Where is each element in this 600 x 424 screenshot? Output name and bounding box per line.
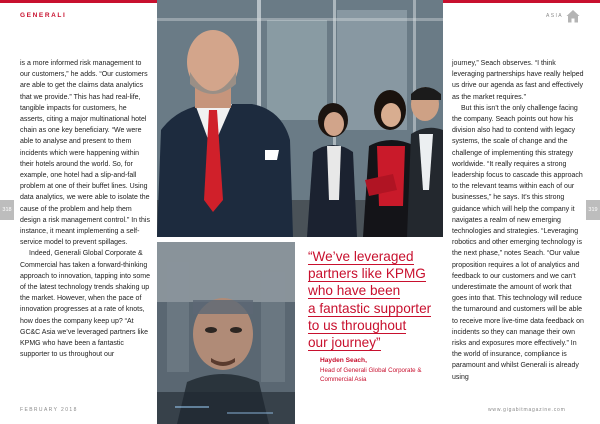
pull-quote-line: who have been <box>308 283 401 299</box>
body-paragraph: journey,” Seach observes. “I think leveraging partnerships have really helped us drive our agenda as fast and effectively as the market requires.” <box>452 60 584 101</box>
page-number-left: 318 <box>0 200 14 220</box>
pull-quote-line: “We’ve leveraged <box>308 249 414 264</box>
body-paragraph: Indeed, Generali Global Corporate & Commercial has taken a forward-thinking approach to innovation, tapping into some of the latest technology trends shaking up the market. However, when the pace of innovation progresses at a rate of knots, how does the company keep up? “At GC&C Asia we’ve leveraged partners like KPMG who have been a fantastic supporter to us throughout our <box>20 250 150 359</box>
body-paragraph: But this isn’t the only challenge facing the company. Seach points out how his division also had to contend with legacy systems, the scale of change and the challenge of implementing this strategy worldwide. “It really requires a strong leadership focus to cascade this approach to the relevant teams within each of our businesses,” he says. It’s this strong guidance which will help the company it navigates a realm of new emerging technologies and strategies. “Leveraging robotics and other emerging technology is the next phase,” notes Seach. “Our value proposition requires a lot of analytics and feedback to our customers and we can’t underestimate the amount of work that goes into that. This technology will reduce the turnaround and customers will be able to receive more live-time data feedback on incidents so they can manage their own risks and exposures more effectively.” In the world of insurance, compliance is paramount and whilst Generali is already using <box>452 104 584 381</box>
right-text-column <box>452 58 584 383</box>
left-text-column <box>20 58 152 360</box>
pull-quote-line: our journey” <box>308 335 381 351</box>
digital-face-illustration <box>157 242 295 424</box>
section-label: ASIA <box>546 13 563 19</box>
issue-date: FEBRUARY 2018 <box>20 407 78 413</box>
home-icon[interactable] <box>565 8 581 24</box>
pull-quote-line: to us throughout <box>308 317 407 333</box>
pull-quote <box>308 248 448 351</box>
pull-quote-line: partners like KPMG <box>308 266 426 282</box>
website-url[interactable]: www.gigabitmagazine.com <box>488 407 566 413</box>
quote-attribution-name: Hayden Seach, <box>320 357 367 364</box>
body-paragraph: is a more informed risk management to our customers,” he adds. “Our customers are able to get the claims data analytics that we provide.” This has had real-life, tangible impacts for customers, he asserts, citing a major multinational hotel chain as one key beneficiary. “We were able to analyse and present to them incidents which were happening within their hotels around the world. So, for example, one hotel had a slip-and-fall problem at one of their buffet lines. Using data analytics, we were able to isolate the cause of the problem and help them design a risk management control.” In this instance, it meant implementing a self-service model to prevent spillages. <box>20 60 150 247</box>
pull-quote-line: a fantastic supporter <box>308 300 432 316</box>
office-scene-illustration <box>157 0 443 237</box>
page-number-right: 319 <box>586 200 600 220</box>
digital-face-photo <box>157 242 295 424</box>
brand-wordmark: GENERALI <box>20 12 67 19</box>
quote-attribution-title: Head of Generali Global Corporate & Commercial Asia <box>320 367 422 383</box>
executive-portrait-photo <box>157 0 443 237</box>
